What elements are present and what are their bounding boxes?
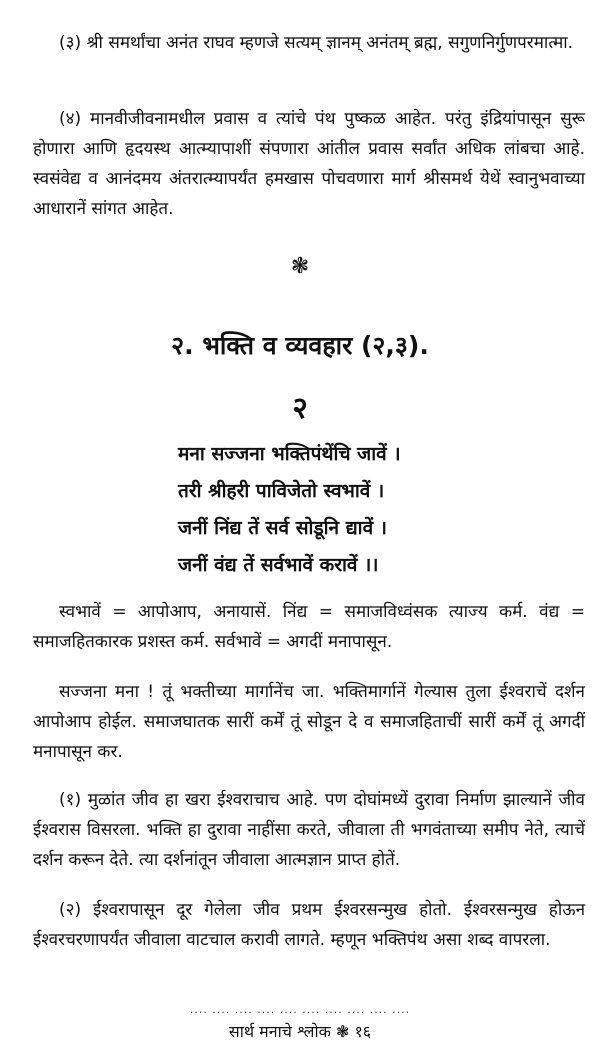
glossary-paragraph: स्वभावें = आपोआप, अनायासें. निंद्य = समाजविध्वंसक त्याज्य कर्म. वंद्य = समाजहितकारक प्रशस्त कर्म. सर्वभावें = अगदीं मनापासून. bbox=[33, 602, 585, 652]
verse-block bbox=[178, 436, 478, 584]
note-paragraph-1: (१) मुळांत जीव हा खरा ईश्वराचाच आहे. पण दोघांमध्यें दुरावा निर्माण झाल्यानें जीव ईश्वरास विसरला. भक्ति हा दुरावा नाहींसा करते, जीवाला ती भगवंताच्या समीप नेते, त्याचें दर्शन करून देते. त्या दर्शनांतून जीवाला आत्मज्ञान प्राप्त होतें. bbox=[33, 790, 585, 870]
verse-line: जनीं वंद्य तें सर्वभावें करावें ।। bbox=[178, 554, 379, 576]
intro-paragraph-4: (४) मानवीजीवनामधील प्रवास व त्यांचे पंथ पुष्कळ आहेत. परंतु इंद्रियांपासून सुरू होणारा आणि हृदयस्थ आत्म्यापाशीं संपणारा आंतील प्रवास सर्वांत अधिक लांबचा आहे. स्वसंवेद्य व आनंदमय अंतरात्म्यापर्यंत हमखास पोचवणारा मार्ग श्रीसमर्थ येथें स्वानुभवाच्या आधारानें सांगत आहेत. bbox=[33, 109, 585, 219]
verse-number: २ bbox=[292, 391, 308, 426]
section-heading: २. भक्ति व व्यवहार (२,३). bbox=[171, 331, 429, 360]
flower-ornament-icon: ❃ bbox=[290, 254, 310, 279]
verse-line: तरी श्रीहरी पाविजेतो स्वभावें । bbox=[178, 480, 385, 502]
meaning-paragraph: सज्जना मना ! तूं भक्तीच्या मार्गानेंच जा. भक्तिमार्गानें गेल्यास तुला ईश्वराचें दर्शन आपोआप होईल. समाजघातक सारीं कर्में तूं सोडून दे व समाजहिताचीं सारीं कर्में तूं अगदीं मनापासून कर. bbox=[33, 682, 585, 762]
footer-divider: .... .... .... .... .... .... .... .... .... .... bbox=[189, 1003, 411, 1016]
note-paragraph-2: (२) ईश्वरापासून दूर गेलेला जीव प्रथम ईश्वरसन्मुख होतो. ईश्वरसन्मुख होऊन ईश्वरचरणापर्यंत जीवाला वाटचाल करावी लागते. म्हणून भक्तिपंथ असा शब्द वापरला. bbox=[33, 900, 585, 950]
verse-line: मना सज्जना भक्तिपंथेंचि जावें । bbox=[178, 443, 401, 465]
verse-line: जनीं निंद्य तें सर्व सोडूनि द्यावें । bbox=[178, 517, 387, 539]
page-footer: सार्थ मनाचे श्लोक ❃ १६ bbox=[228, 1022, 372, 1041]
intro-paragraph-3: (३) श्री समर्थांचा अनंत राघव म्हणजे सत्यम् ज्ञानम् अनंतम् ब्रह्म, सगुणनिर्गुणपरमात्मा. bbox=[59, 33, 574, 53]
